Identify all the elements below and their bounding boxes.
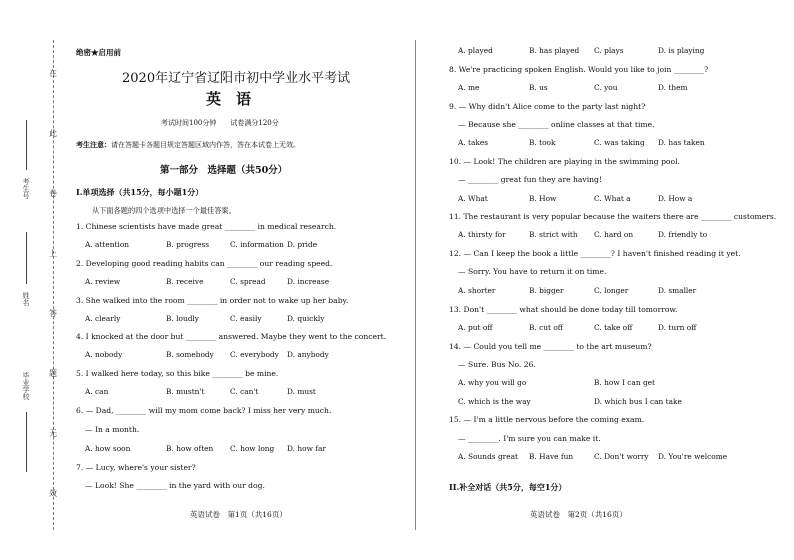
- question-stem: 14. — Could you tell me ________ to the art museum?: [449, 342, 652, 351]
- binding-dashed-line: [53, 40, 54, 530]
- notice-text: 请在答题卡各题目规定答题区域内作答，答在本试卷上无效。: [111, 141, 300, 149]
- subject-title: 英 语: [206, 90, 252, 108]
- option: D. You're welcome: [658, 452, 728, 461]
- option: C. hard on: [594, 230, 634, 239]
- question-dialogue: — Because she ________ online classes at that time.: [458, 120, 655, 129]
- instruction: 从下面各题的四个选项中选择一个最佳答案。: [92, 206, 236, 215]
- option: C. Don't worry: [594, 452, 649, 461]
- part-title: 第一部分 选择题（共50分）: [160, 165, 288, 176]
- option: C. easily: [230, 314, 262, 323]
- binding-char: 无: [49, 429, 57, 438]
- option: C. can't: [230, 387, 259, 396]
- option: B. loudly: [166, 314, 199, 323]
- question-dialogue: — In a month.: [85, 425, 140, 434]
- option: B. How: [529, 194, 557, 203]
- option: D. increase: [287, 277, 330, 286]
- option: B. progress: [166, 240, 210, 249]
- option: A. put off: [458, 323, 493, 332]
- option: C. was taking: [594, 138, 645, 147]
- option: C. information: [230, 240, 284, 249]
- option: B. strict with: [529, 230, 578, 239]
- option: B. Have fun: [529, 452, 574, 461]
- binding-char: 题: [49, 369, 57, 378]
- option: B. took: [529, 138, 556, 147]
- option: B. mustn't: [166, 387, 205, 396]
- binding-char: 效: [49, 489, 57, 498]
- option: D. has taken: [658, 138, 705, 147]
- question-dialogue: — Sure. Bus No. 26.: [458, 360, 536, 369]
- option: D. must: [287, 387, 316, 396]
- page-footer: 英语试卷 第2页（共16页）: [530, 510, 627, 519]
- option: C. you: [594, 83, 618, 92]
- secret-label: 绝密★启用前: [76, 48, 121, 57]
- option: B. bigger: [529, 286, 564, 295]
- question-stem: 9. — Why didn't Alice come to the party last night?: [449, 102, 646, 111]
- field-line: [26, 412, 27, 472]
- question-stem: 3. She walked into the room ________ in order not to wake up her baby.: [76, 296, 349, 305]
- binding-char: 此: [49, 129, 57, 138]
- notice-label: 考生注意：: [76, 140, 111, 149]
- option: A. clearly: [85, 314, 121, 323]
- question-stem: 2. Developing good reading habits can ________ our reading speed.: [76, 259, 333, 268]
- option: A. me: [458, 83, 480, 92]
- option: D. quickly: [287, 314, 325, 323]
- question-stem: 6. — Dad, ________ will my mom come back? I miss her very much.: [76, 406, 332, 415]
- option: A. review: [85, 277, 121, 286]
- option: C. everybody: [230, 350, 279, 359]
- option: D. them: [658, 83, 688, 92]
- question-stem: 15. — I'm a little nervous before the coming exam.: [449, 415, 645, 424]
- option: A. thirsty for: [458, 230, 506, 239]
- option: D. is playing: [658, 46, 705, 55]
- option: A. nobody: [85, 350, 123, 359]
- option: B. somebody: [166, 350, 214, 359]
- option: B. how often: [166, 444, 214, 453]
- option: C. What a: [594, 194, 631, 203]
- question-stem: 1. Chinese scientists have made great ________ in medical research.: [76, 222, 337, 231]
- option: D. friendly to: [658, 230, 708, 239]
- option: A. What: [458, 194, 488, 203]
- exam-title: 2020年辽宁省辽阳市初中学业水平考试: [122, 71, 351, 86]
- field-candidate-no: 考生号: [22, 178, 30, 199]
- option: A. takes: [458, 138, 489, 147]
- question-dialogue: — Look! She ________ in the yard with our dog.: [85, 481, 265, 490]
- binding-char: 卷: [49, 189, 57, 198]
- option: C. which is the way: [458, 397, 531, 406]
- option: C. longer: [594, 286, 629, 295]
- option: D. anybody: [287, 350, 329, 359]
- option: A. how soon: [85, 444, 131, 453]
- section-title: I.单项选择（共15分，每小题1分）: [76, 187, 204, 197]
- question-stem: 7. — Lucy, where's your sister?: [76, 463, 196, 472]
- exam-info: 考试时间100分钟 试卷满分120分: [161, 119, 279, 127]
- question-dialogue: — ________ great fun they are having!: [458, 175, 602, 184]
- option: A. played: [458, 46, 493, 55]
- question-stem: 13. Don't ________ what should be done today till tomorrow.: [449, 305, 678, 314]
- option: D. which bus I can take: [594, 397, 682, 406]
- field-name: 姓名: [22, 292, 30, 306]
- question-dialogue: — Sorry. You have to return it on time.: [458, 267, 607, 276]
- question-dialogue: — ________. I'm sure you can make it.: [458, 434, 601, 443]
- option: C. plays: [594, 46, 624, 55]
- option: A. can: [85, 387, 109, 396]
- option: D. how far: [287, 444, 326, 453]
- option: A. attention: [85, 240, 130, 249]
- field-line: [26, 232, 27, 284]
- question-stem: 8. We're practicing spoken English. Would you like to join ________?: [449, 65, 709, 74]
- notice: [76, 140, 300, 150]
- question-stem: 4. I knocked at the door but ________ answered. Maybe they went to the concert.: [76, 332, 387, 341]
- option: C. take off: [594, 323, 633, 332]
- field-line: [26, 120, 27, 170]
- question-stem: 10. — Look! The children are playing in the swimming pool.: [449, 157, 680, 166]
- option: B. us: [529, 83, 548, 92]
- section-title: II.补全对话（共5分，每空1分）: [449, 482, 567, 492]
- option: A. shorter: [458, 286, 496, 295]
- binding-char: 答: [49, 309, 57, 318]
- option: A. why you will go: [458, 378, 527, 387]
- option: D. How a: [658, 194, 693, 203]
- question-stem: 11. The restaurant is very popular because the waiters there are ________ customers.: [449, 212, 777, 221]
- option: B. receive: [166, 277, 204, 286]
- question-stem: 12. — Can I keep the book a little ________? I haven't finished reading it yet.: [449, 249, 741, 258]
- option: A. Sounds great: [458, 452, 518, 461]
- option: B. cut off: [529, 323, 564, 332]
- option: D. smaller: [658, 286, 697, 295]
- option: B. has played: [529, 46, 580, 55]
- page-divider: [415, 40, 416, 530]
- option: D. pride: [287, 240, 318, 249]
- option: C. how long: [230, 444, 275, 453]
- question-stem: 5. I walked here today, so this bike ________ be mine.: [76, 369, 279, 378]
- binding-char: 在: [49, 69, 57, 78]
- option: D. turn off: [658, 323, 697, 332]
- binding-char: 上: [49, 249, 57, 258]
- page-footer: 英语试卷 第1页（共16页）: [190, 510, 287, 519]
- option: B. how I can get: [594, 378, 656, 387]
- field-school: 毕业学校: [22, 372, 30, 400]
- option: C. spread: [230, 277, 266, 286]
